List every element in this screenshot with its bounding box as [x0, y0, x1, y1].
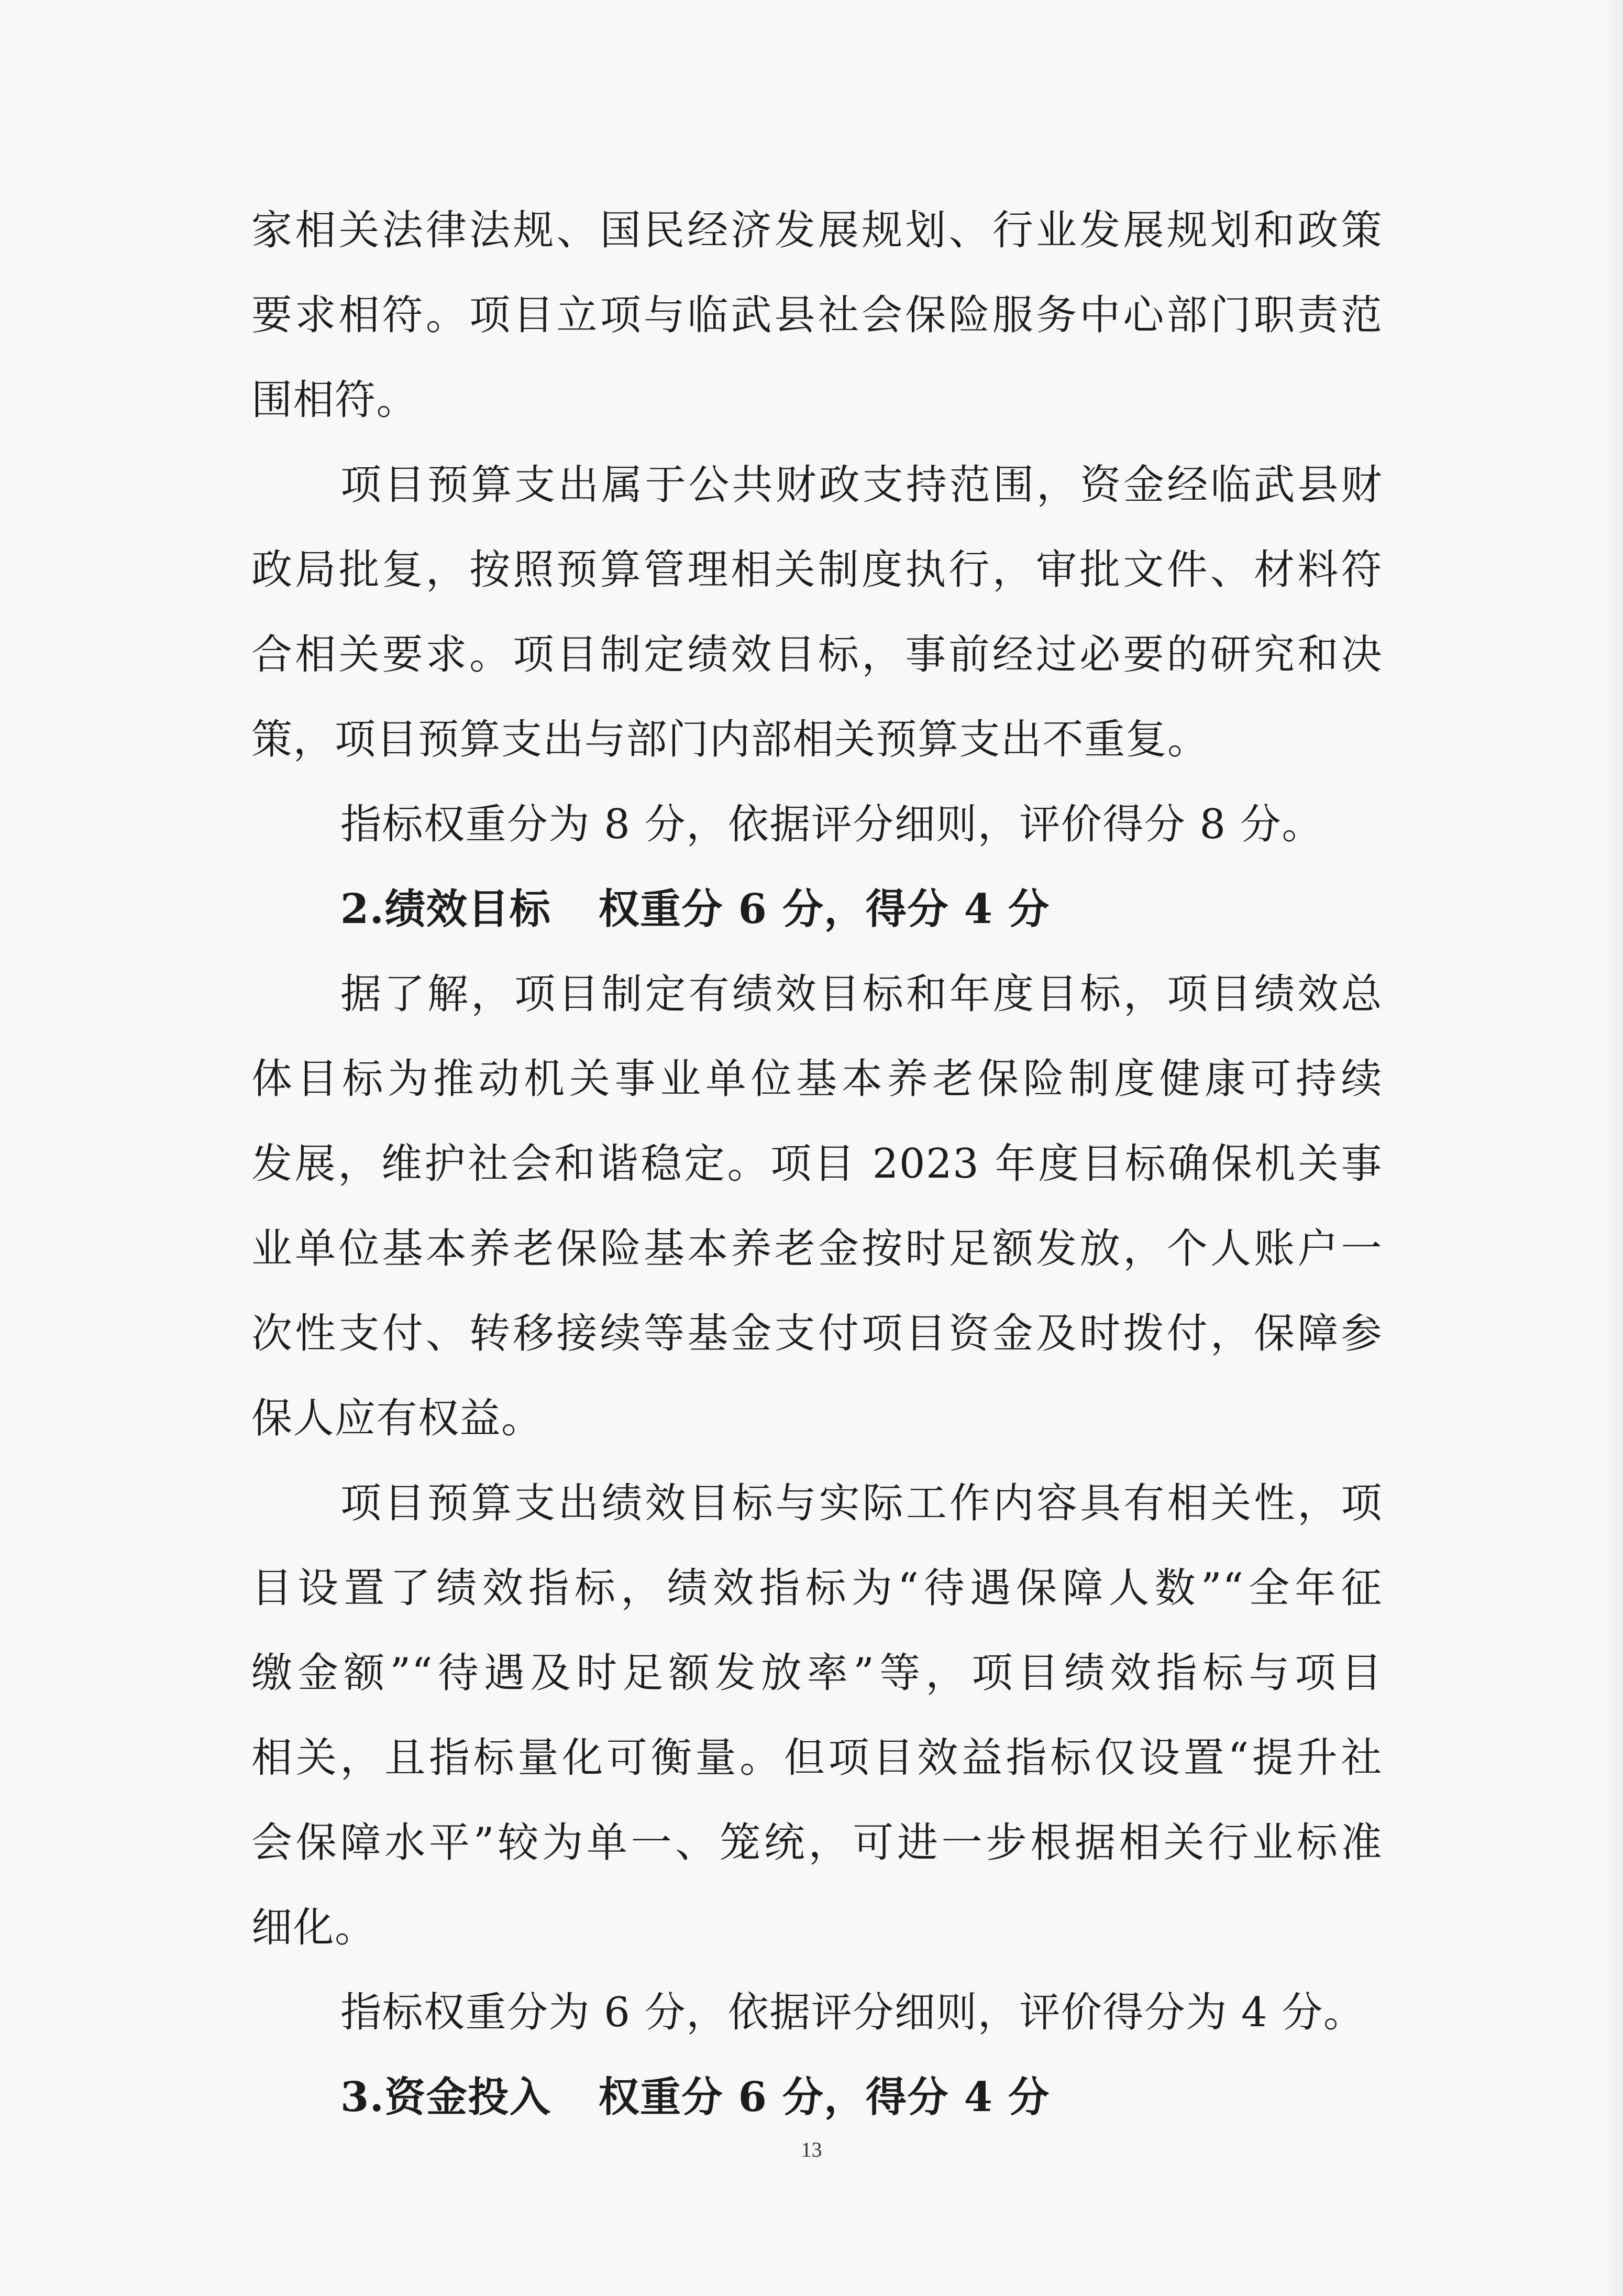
section-heading-title: 3.资金投入: [340, 2073, 551, 2121]
body-line: 围相符。: [251, 377, 418, 424]
body-line: 会保障水平”较为单一、笼统，可进一步根据相关行业标准: [251, 1819, 1383, 1866]
body-line: 目设置了绩效指标，绩效指标为“待遇保障人数”“全年征: [251, 1565, 1383, 1612]
body-line: 次性支付、转移接续等基金支付项目资金及时拨付，保障参: [251, 1310, 1383, 1357]
body-line: 要求相符。项目立项与临武县社会保险服务中心部门职责范: [251, 292, 1383, 339]
body-line: 相关，且指标量化可衡量。但项目效益指标仅设置“提升社: [251, 1734, 1383, 1782]
body-line: 发展，维护社会和谐稳定。项目 2023 年度目标确保机关事: [251, 1140, 1383, 1188]
section-heading-performance-goals: [251, 885, 1383, 933]
body-line: 保人应有权益。: [251, 1395, 543, 1442]
body-line: 合相关要求。项目制定绩效目标，事前经过必要的研究和决: [251, 631, 1383, 678]
body-line: 体目标为推动机关事业单位基本养老保险制度健康可持续: [251, 1056, 1383, 1103]
body-line: 项目预算支出绩效目标与实际工作内容具有相关性，项: [340, 1480, 1383, 1527]
score-summary-line: 指标权重分为 6 分，依据评分细则，评价得分为 4 分。: [340, 1989, 1365, 2036]
body-line: 缴金额”“待遇及时足额发放率”等，项目绩效指标与项目: [251, 1650, 1383, 1697]
body-line: 据了解，项目制定有绩效目标和年度目标，项目绩效总: [340, 971, 1383, 1018]
body-line: 策，项目预算支出与部门内部相关预算支出不重复。: [251, 716, 1209, 763]
body-line: 业单位基本养老保险基本养老金按时足额发放，个人账户一: [251, 1225, 1383, 1272]
section-heading-title: 2.绩效目标: [340, 885, 551, 933]
document-body: [251, 207, 1383, 2161]
score-summary-line: 指标权重分为 8 分，依据评分细则，评价得分 8 分。: [340, 801, 1323, 848]
section-heading-score: 权重分 6 分，得分 4 分: [598, 2073, 1050, 2121]
section-heading-score: 权重分 6 分，得分 4 分: [598, 885, 1050, 933]
body-line: 细化。: [251, 1904, 377, 1951]
body-line: 家相关法律法规、国民经济发展规划、行业发展规划和政策: [251, 207, 1383, 254]
section-heading-funding-input: [251, 2073, 1383, 2121]
page-number: 13: [801, 2138, 822, 2161]
body-line: 项目预算支出属于公共财政支持范围，资金经临武县财: [340, 462, 1383, 509]
scan-edge: [1609, 0, 1623, 2296]
body-line: 政局批复，按照预算管理相关制度执行，审批文件、材料符: [251, 546, 1383, 594]
